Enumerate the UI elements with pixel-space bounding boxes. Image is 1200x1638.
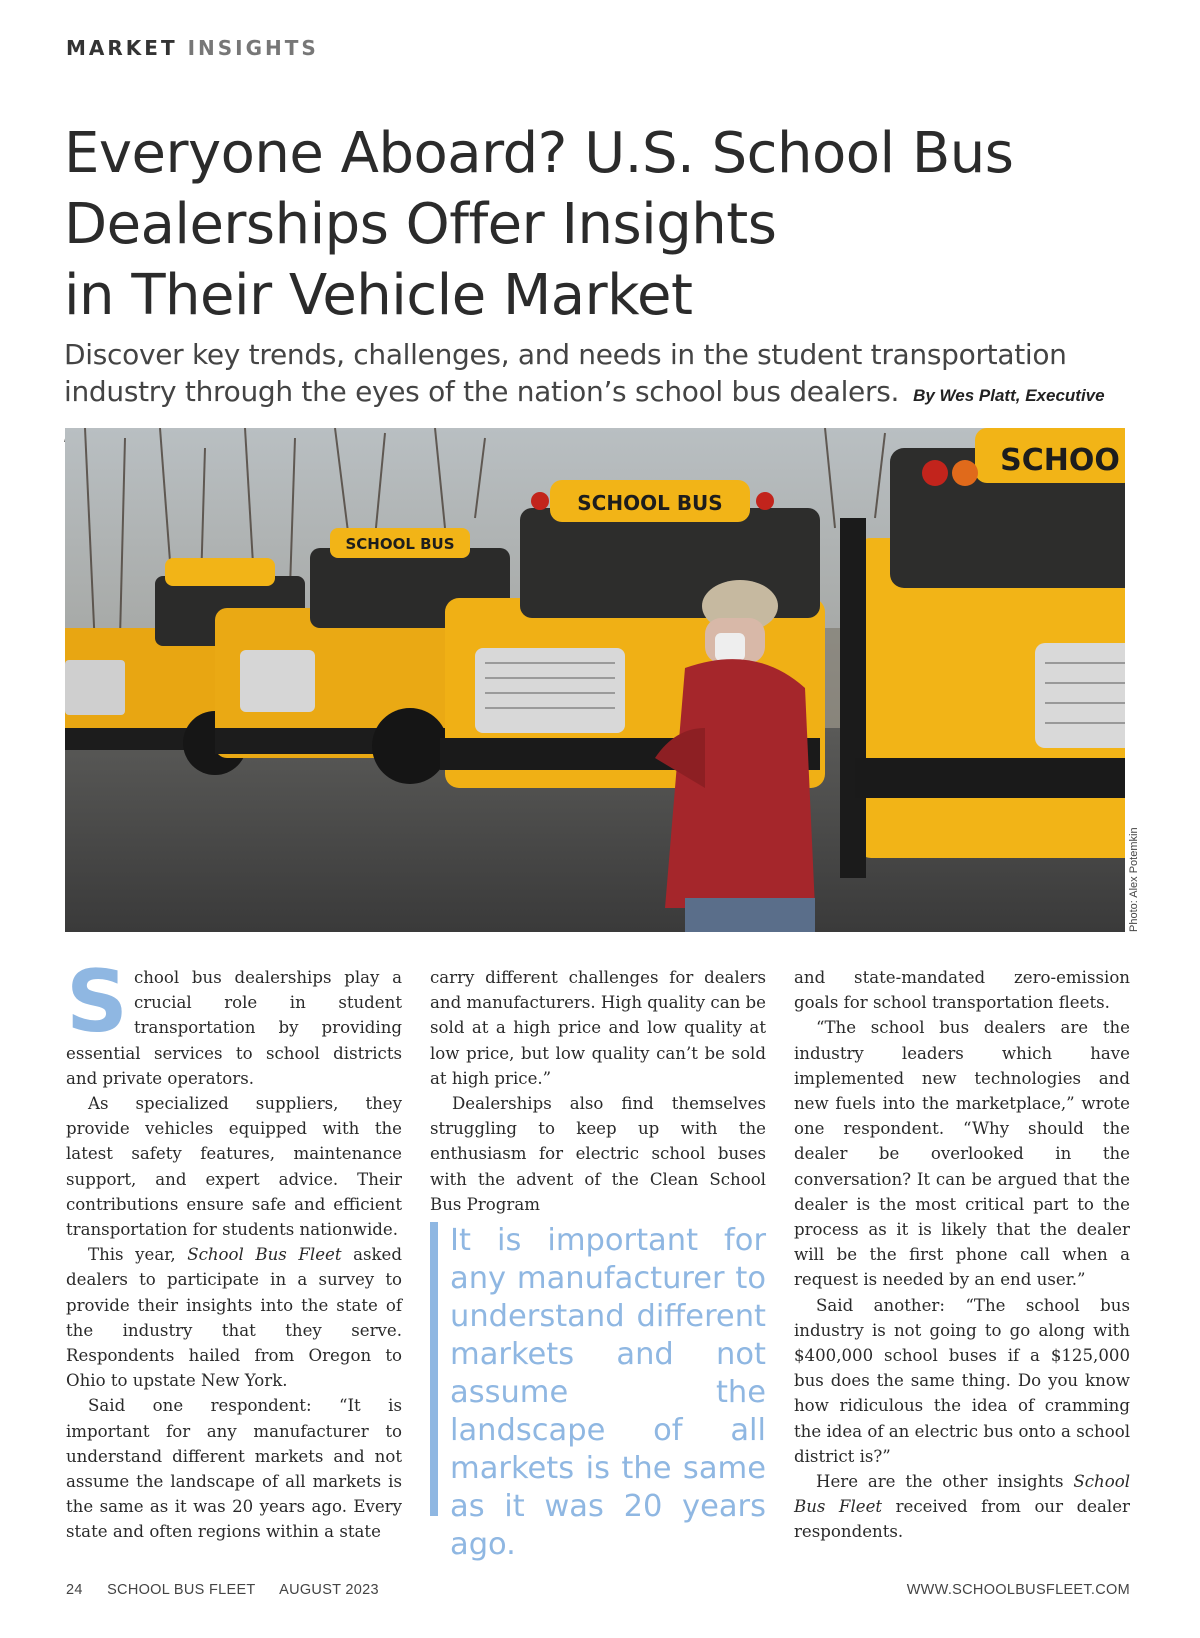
section-label-light: INSIGHTS <box>187 36 319 60</box>
paragraph <box>794 1469 1130 1545</box>
paragraph: Dealerships also find themselves struggling to keep up with the enthusiasm for electric school buses with the advent of the Clean School Bus Program <box>430 1094 766 1214</box>
title-line-3: in Their Vehicle Market <box>64 263 693 328</box>
paragraph-text: asked dealers to participate in a survey to provide their insights into the state of the industry that they serve. Respondents hailed from Oregon to Ohio to upstate New York. <box>66 1245 402 1391</box>
paragraph: “The school bus dealers are the industry leaders which have implemented new technologies and new fuels into the marketplace,” wrote one respondent. “Why should the dealer be overlooked in the conversation? It can be argued that the dealer is the most critical part to the process as it is likely that the dealer will be the first phone call when a request is needed by an end user.” <box>794 1018 1130 1290</box>
paragraph: and state-mandated zero-emission goals for school transportation fleets. <box>794 968 1130 1013</box>
page-number: 24 <box>66 1582 83 1598</box>
publication-name: School Bus Fleet <box>794 1472 1130 1517</box>
paragraph-text: chool bus dealerships play a crucial role in student transportation by providing essential services to school districts and private operators. <box>66 968 402 1088</box>
footer-left <box>66 1582 399 1598</box>
issue-date: AUGUST 2023 <box>279 1582 379 1598</box>
article-column-3 <box>794 965 1130 1545</box>
article-column-1 <box>66 952 402 1545</box>
bus-4-sign: SCHOO <box>1000 443 1120 478</box>
drop-cap: S <box>66 952 128 1052</box>
paragraph: Said another: “The school bus industry is not going to go along with $400,000 school buses if a $125,000 bus does the same thing. Do you know how ridiculous the idea of cramming the idea of an electric bus onto a school district is?” <box>794 1295 1131 1466</box>
byline: By Wes Platt, Executive <box>913 386 1105 405</box>
paragraph: As specialized suppliers, they provide vehicles equipped with the latest safety features, maintenance support, and expert advice. Their contributions ensure safe and efficient transportation for students nationwide. <box>66 1094 402 1240</box>
bus-3-sign: SCHOOL BUS <box>577 491 723 515</box>
paragraph: Said one respondent: “It is important for any manufacturer to understand different markets and not assume the landscape of all markets is the same as it was 20 years ago. Every state and often regions within a state <box>66 1396 402 1542</box>
paragraph-text: This year, <box>88 1245 188 1265</box>
website-url: WWW.SCHOOLBUSFLEET.COM <box>906 1582 1130 1598</box>
publication-title: SCHOOL BUS FLEET <box>107 1582 256 1598</box>
pull-quote: It is important for any manufacturer to understand different markets and not assume the landscape of all markets is the same as it was 20 years ago. <box>430 1222 766 1516</box>
publication-name: School Bus Fleet <box>187 1245 342 1265</box>
paragraph-text: received from our dealer respondents. <box>794 1497 1130 1542</box>
article-title <box>64 118 1124 331</box>
hero-photo <box>65 428 1125 932</box>
title-line-1: Everyone Aboard? U.S. School Bus <box>64 121 1014 186</box>
section-label <box>66 36 319 60</box>
subtitle-text: Discover key trends, challenges, and needs in the student transportation industry through the eyes of the nation’s school bus dealers. <box>64 338 1067 408</box>
paragraph-text: Here are the other insights <box>816 1472 1074 1492</box>
title-line-2: Dealerships Offer Insights <box>64 192 777 257</box>
paragraph <box>66 1242 402 1393</box>
bus-2-sign: SCHOOL BUS <box>345 535 455 553</box>
photo-credit: Photo: Alex Potemkin <box>1128 827 1140 932</box>
section-label-bold: MARKET <box>66 36 178 60</box>
paragraph <box>66 952 402 1091</box>
article-column-2 <box>430 965 766 1217</box>
paragraph: carry different challenges for dealers and manufacturers. High quality can be sold at a high price and low quality at low price, but low quality can’t be sold at high price.” <box>430 968 766 1088</box>
